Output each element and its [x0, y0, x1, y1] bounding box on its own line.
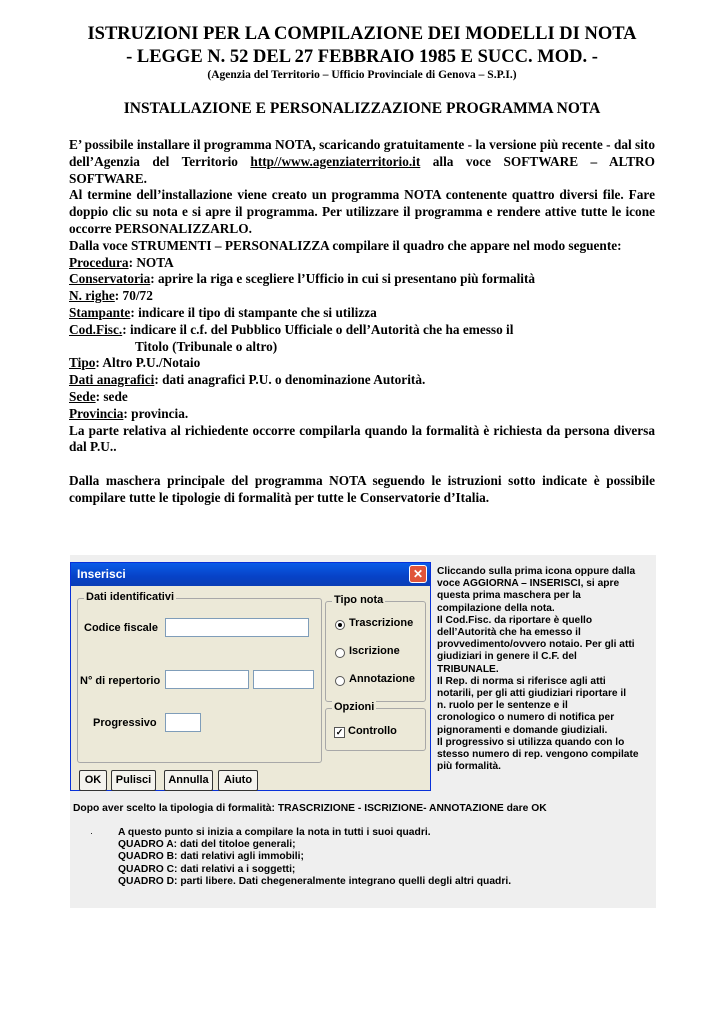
- paragraph-personalizza: Dalla voce STRUMENTI – PERSONALIZZA compilare il quadro che appare nel modo seguente:: [69, 237, 622, 253]
- annulla-button[interactable]: Annulla: [164, 770, 213, 791]
- field-sede: [69, 389, 655, 406]
- side-note-line: Il Rep. di norma si riferisce agli atti: [437, 675, 606, 687]
- paragraph-install-end: alla voce SOFTWARE – ALTRO SOFTWARE.: [69, 153, 656, 186]
- side-note-line: pignoramenti e domande giudiziali.: [437, 724, 608, 736]
- side-note-line: dell’Autorità che ha emesso il: [437, 627, 581, 639]
- radio-iscrizione-label: Iscrizione: [349, 645, 400, 657]
- pulisci-button[interactable]: Pulisci: [111, 770, 156, 791]
- quadri-line: QUADRO B: dati relativi agli immobili;: [118, 851, 304, 863]
- field-label: Sede: [69, 388, 96, 404]
- field-label: Cod.Fisc.: [69, 321, 123, 337]
- side-note-line: voce AGGIORNA – INSERISCI, si apre: [437, 578, 620, 590]
- radio-trascrizione[interactable]: [335, 620, 345, 630]
- progressivo-label: Progressivo: [93, 717, 157, 729]
- repertorio-suffix-input[interactable]: [253, 670, 314, 689]
- checkbox-controllo[interactable]: ✓: [335, 727, 344, 737]
- side-note-line: più formalità.: [437, 761, 501, 773]
- side-note-line: questa prima maschera per la: [437, 590, 581, 602]
- side-note-line: compilazione della nota.: [437, 602, 555, 614]
- field-cod-fisc-cont: Titolo (Tribunale o altro): [135, 338, 278, 354]
- paragraph-install-text: E’ possibile installare il programma NOTA, scaricando gratuitamente - la versione più recente - dal sito dell’Agenzia del Territorio: [69, 137, 655, 169]
- ok-button[interactable]: OK: [79, 770, 107, 791]
- group-tipo-label: Tipo nota: [334, 594, 384, 606]
- group-opzioni-label: Opzioni: [334, 701, 375, 713]
- field-label: Stampante: [69, 304, 131, 320]
- section-heading: INSTALLAZIONE E PERSONALIZZAZIONE PROGRAMMA NOTA: [123, 100, 601, 117]
- checkbox-controllo-label: Controllo: [348, 725, 397, 737]
- field-procedura: [69, 255, 655, 272]
- inserisci-dialog: [70, 562, 431, 791]
- after-dialog-note: Dopo aver scelto la tipologia di formalità: TRASCRIZIONE - ISCRIZIONE- ANNOTAZIONE dare OK: [73, 803, 547, 814]
- repertorio-input[interactable]: [165, 670, 249, 689]
- progressivo-input[interactable]: [165, 713, 201, 732]
- field-label: N. righe: [69, 288, 115, 304]
- quadri-line: QUADRO D: parti libere. Dati chegeneralmente integrano quelli degli altri quadri.: [118, 875, 512, 887]
- side-note-line: stesso numero di rep. vengono compilate: [437, 749, 639, 761]
- radio-annotazione[interactable]: [335, 676, 345, 686]
- dialog-titlebar: [71, 563, 430, 586]
- bullet-marker: ·: [90, 828, 93, 838]
- paragraph-richiedente: La parte relativa al richiedente occorre compilarla quando la formalità è richiesta da persona diversa dal P.U..: [69, 422, 655, 455]
- repertorio-label: N° di repertorio: [80, 675, 161, 687]
- quadri-list: [118, 827, 511, 888]
- field-text: : dati anagrafici P.U. o denominazione Autorità.: [154, 372, 426, 388]
- field-text: : provincia.: [123, 405, 189, 421]
- field-text: : 70/72: [114, 288, 153, 304]
- doc-subtitle: (Agenzia del Territorio – Ufficio Provinciale di Genova – S.P.I.): [207, 69, 517, 81]
- quadri-line: QUADRO A: dati del titoloe generali;: [118, 839, 296, 851]
- field-label: Provincia: [69, 405, 124, 421]
- field-label: Dati anagrafici: [69, 372, 155, 388]
- paragraph-install: [69, 137, 655, 187]
- field-text: : indicare il c.f. del Pubblico Ufficiale o dell’Autorità che ha emesso il: [122, 321, 514, 337]
- aiuto-button[interactable]: Aiuto: [218, 770, 258, 791]
- field-tipo: [69, 355, 655, 372]
- paragraph-after-install: Al termine dell’installazione viene creato un programma NOTA contenente quattro diversi file. Fare doppio clic su nota e si apre il programma. Per utilizzare il programma e rendere attive tutte le icone occorre PERSONALIZZARLO.: [69, 187, 655, 236]
- group-dati-label: Dati identificativi: [86, 591, 175, 603]
- field-label: Tipo: [69, 355, 96, 371]
- field-text: : aprire la riga e scegliere l’Ufficio in cui si presentano più formalità: [150, 271, 536, 287]
- field-n-righe: [69, 288, 655, 305]
- field-label: Procedura: [69, 254, 129, 270]
- paragraph-maschera: Dalla maschera principale del programma NOTA seguendo le istruzioni sotto indicate è possibile compilare tutte le tipologie di formalità per tutte le Conservatorie d’Italia.: [69, 473, 655, 505]
- side-note-line: Cliccando sulla prima icona oppure dalla: [437, 566, 636, 577]
- doc-title-line2: - LEGGE N. 52 DEL 27 FEBBRAIO 1985 E SUCC. MOD. -: [126, 47, 598, 67]
- dialog-title: Inserisci: [77, 567, 126, 581]
- radio-annotazione-label: Annotazione: [349, 673, 415, 685]
- field-text: : sede: [95, 388, 128, 404]
- field-stampante: [69, 305, 655, 322]
- side-note-line: provvedimento/ovvero notaio. Per gli atti: [437, 639, 635, 651]
- side-note-line: Il progressivo si utilizza quando con lo: [437, 736, 625, 748]
- screenshot-figure: [70, 555, 656, 908]
- close-icon[interactable]: ✕: [409, 565, 427, 583]
- side-note-line: TRIBUNALE.: [437, 663, 499, 675]
- side-note-line: giudiziari in genere il C.F. del: [437, 651, 577, 663]
- field-cod-fisc: [69, 322, 655, 339]
- side-note-line: n. ruolo per le sentenze e il: [437, 700, 568, 712]
- radio-iscrizione[interactable]: [335, 648, 345, 658]
- field-label: Conservatoria: [69, 271, 151, 287]
- side-note-line: Il Cod.Fisc. da riportare è quello: [437, 614, 593, 626]
- field-text: : NOTA: [128, 254, 174, 270]
- agenzia-link[interactable]: http//www.agenziaterritorio.it: [250, 153, 421, 169]
- side-note-line: notarili, per gli atti giudiziari riportare il: [437, 688, 627, 700]
- quadri-line: A questo punto si inizia a compilare la nota in tutti i suoi quadri.: [118, 827, 431, 838]
- quadri-line: QUADRO C: dati relativi a i soggetti;: [118, 863, 296, 875]
- body-text: [69, 137, 655, 507]
- field-text: : indicare il tipo di stampante che si utilizza: [130, 304, 377, 320]
- side-note: [437, 566, 657, 773]
- field-dati-anagrafici: [69, 372, 655, 389]
- field-conservatoria: [69, 271, 655, 288]
- radio-trascrizione-label: Trascrizione: [349, 617, 414, 629]
- field-provincia: [69, 406, 655, 423]
- doc-title-line1: ISTRUZIONI PER LA COMPILAZIONE DEI MODELLI DI NOTA: [87, 24, 637, 44]
- side-note-line: cronologico o numero di notifica per: [437, 712, 615, 724]
- field-text: : Altro P.U./Notaio: [95, 355, 201, 371]
- codice-fiscale-label: Codice fiscale: [84, 622, 158, 634]
- codice-fiscale-input[interactable]: [165, 618, 309, 637]
